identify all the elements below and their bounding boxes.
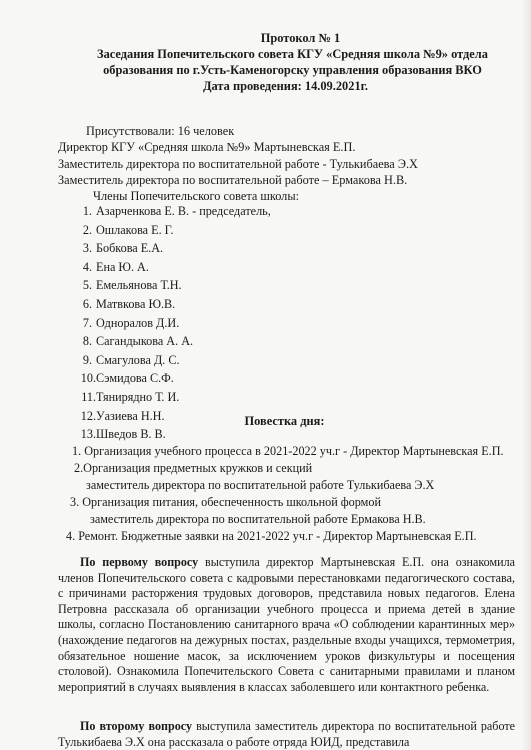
agenda-item-2: 2.Организация предметных кружков и секций [74,461,313,475]
protocol-title: Протокол № 1 [260,31,341,45]
list-item: 1. Азарченкова Е. В. - председатель, [82,204,271,218]
paragraph-second-question [58,719,515,750]
attendance-count: Присутствовали: 16 человек [86,124,235,138]
second-question-label: По второму вопросу [80,719,193,733]
scan-shadow [521,0,531,750]
list-item: 7. Одноралов Д.И. [82,315,180,330]
director-line: Директор КГУ «Средняя школа №9» Мартыневская Е.П. [58,140,356,154]
members-title: Члены Попечительского совета школы: [93,189,299,203]
first-question-text: выступила директор Мартыневская Е.П. она ознакомила членов Попечительского совета с кадровыми перестановками педагогического состава, с причинами расторжения трудовых договоров, представила новых педагогов. Елена Петровна рассказала об организации учебного процесса и приема детей в здание школы, согласно Постановлению санитарного врача «О соблюдении карантинных мер» (нахождение педагогов на дежурных постах, раздельные входы учащихся, термометрия, обязательное ношение масок, за исключением уроков физкультуры и посещения столовой). Ознакомила Попечительского Совета с санитарными правилами и планом мероприятий в случаях выявления в классах заболевшего или контактного ребенка. [58,555,515,694]
meeting-title: Заседания Попечительского совета КГУ «Средняя школа №9» отдела [97,47,488,61]
list-item: 6. Матвкова Ю.В. [82,296,176,311]
list-item: 10.Сэмидова С.Ф. [80,371,174,386]
meeting-date: Дата проведения: 14.09.2021г. [203,79,368,93]
agenda-title: Повестка дня: [244,414,325,428]
list-item: 12.Уазиева Н.Н. [80,408,165,423]
list-item: 2. Ошлакова Е. Г. [82,222,174,237]
paragraph-first-question [58,555,515,695]
agenda-item-4: 4. Ремонт. Бюджетные заявки на 2021-2022 уч.г - Директор Мартыневская Е.П. [66,529,477,543]
list-item: 9. Смагулова Д. С. [82,352,180,367]
list-item: 5. Емельянова Т.Н. [82,278,182,293]
agenda-item-1: 1. Организация учебного процесса в 2021-2022 уч.г - Директор Мартыневская Е.П. [72,444,504,458]
list-item: 8. Сагандыкова А. А. [82,334,194,349]
agenda-item-2-responsible: заместитель директора по воспитательной работе Тулькибаева Э.Х [86,478,435,492]
list-item: 11.Тянирядно Т. И. [81,389,180,404]
list-item: 3. Бобкова Е.А. [82,241,164,256]
agenda-item-3-responsible: заместитель директора по воспитательной работе Ермакова Н.В. [90,512,426,526]
deputy-line-1: Заместитель директора по воспитательной работе - Тулькибаева Э.Х [58,157,418,171]
agenda-item-3: 3. Организация питания, обеспеченность школьной формой [70,495,382,509]
first-question-label: По первому вопросу [80,555,199,569]
document-header [0,30,531,94]
meeting-subtitle: образования по г.Усть-Каменогорску управления образования ВКО [103,63,482,77]
deputy-line-2: Заместитель директора по воспитательной работе – Ермакова Н.В. [58,173,408,187]
list-item: 4. Ена Ю. А. [82,259,149,274]
list-item: 13.Шведов В. В. [80,427,166,442]
second-question-text: выступила заместитель директора по воспитательной работе Тулькибаева Э.Х она рассказала о работе отряда ЮИД, представила [58,719,515,749]
members-list [76,202,271,444]
